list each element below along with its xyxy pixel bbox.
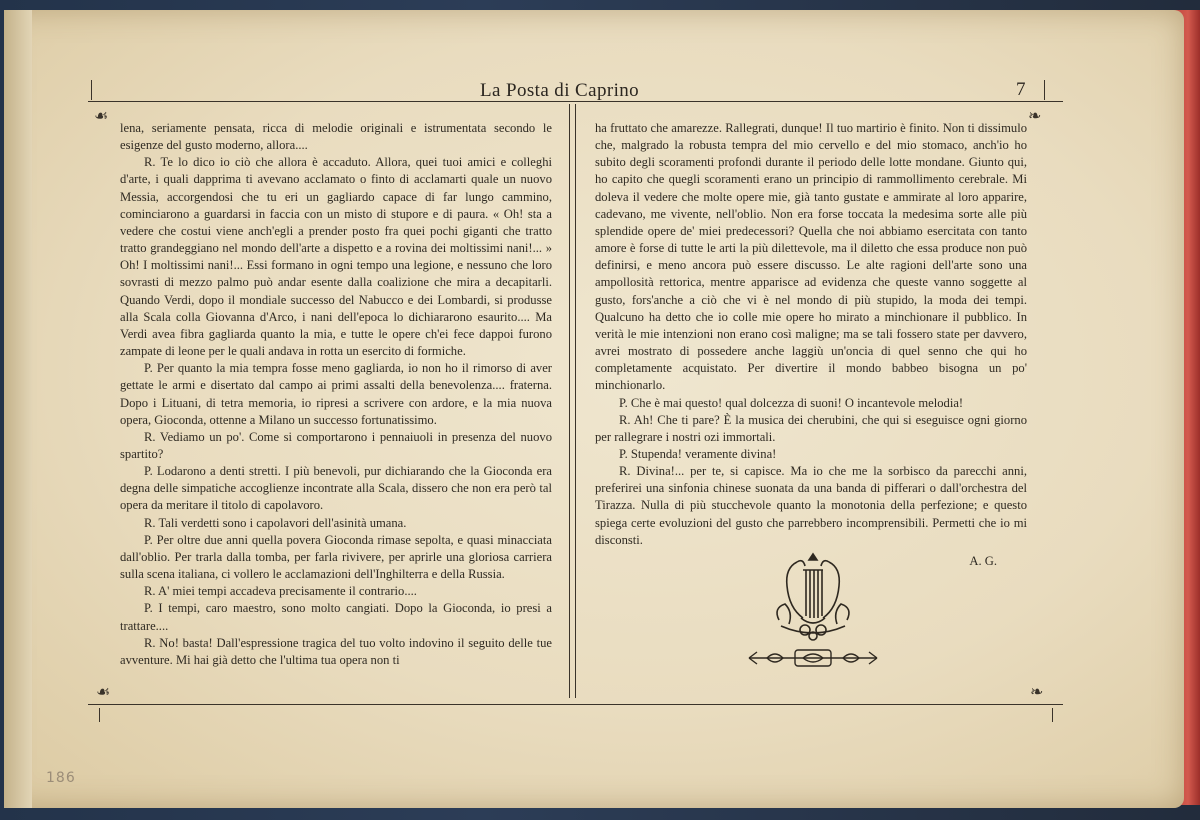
header-rule-left-tick xyxy=(91,80,92,100)
page-header-title: La Posta di Caprino xyxy=(480,80,640,101)
paragraph: R. A' miei tempi accadeva precisamente il contrario.... xyxy=(144,584,417,599)
paragraph: P. Che è mai questo! qual dolcezza di suoni! O incantevole melodia! xyxy=(619,395,964,410)
paragraph: R. Tali verdetti sono i capolavori dell'asinità umana. xyxy=(144,515,407,530)
corner-ornament-icon: ☙ xyxy=(96,684,111,701)
paragraph: P. Per oltre due anni quella povera Gioconda rimase sepolta, e quasi minacciata dall'oblio. Per trarla dalla tomba, per farla rivivere, per aprirle una gloriosa carriera sulla scena italiana, ci vollero le acclamazioni dell'Inghilterra e della Russia. xyxy=(120,532,552,582)
paragraph: R. Divina!... per te, si capisce. Ma io che me la sorbisco da parecchi anni, preferirei una sinfonia chinese suonata da una banda di pifferari o dall'orchestra del Tirazza. Nulla di più stucchevole quanto la monotonia della perfezione; e questo spiega certe evoluzioni del gusto che parrebbero incomprensibili. Permetti che io mi disconsti. xyxy=(595,464,1027,547)
column-divider-a xyxy=(569,104,570,698)
paragraph: R. Ah! Che ti pare? È la musica dei cherubini, che qui si eseguisce ogni giorno per rallegrare i nostri ozi immortali. xyxy=(595,412,1027,444)
bottom-left-tick xyxy=(99,708,100,722)
page-gutter-shadow xyxy=(4,10,32,808)
paragraph: P. Per quanto la mia tempra fosse meno gagliarda, io non ho il rimorso di aver gettate le armi e disertato dal campo ai primi assalti della benevolenza.... fraterna. Dopo i Lituani, di tetra memoria, io ripresi a scrivere con ardore, e la mia nuova opera, Gioconda, ottenne a Milano un successo fortunatissimo. xyxy=(120,361,552,427)
left-text-column xyxy=(120,120,552,669)
paragraph: P. I tempi, caro maestro, sono molto cangiati. Dopo la Gioconda, io presi a trattare.... xyxy=(120,601,552,633)
right-text-column xyxy=(595,120,1027,570)
bottom-rule xyxy=(88,704,1063,705)
paragraph: R. Te lo dico io ciò che allora è accaduto. Allora, quei tuoi amici e colleghi d'arte, i quali dapprima ti avevano acclamato o finto di acclamarti quale un nuovo Messia, accorgendosi che tu eri un gagliardo capace di far lungo cammino, cominciarono a guardarsi in faccia con un misto di stupore e di paura. « Oh! sta a vedere che costui viene anch'egli a prender posto fra quei pochi giganti che tratto tratto grandeggiano nel mondo dell'arte a dispetto e a rovina dei moltissimi nani!... » Oh! I moltissimi nani!... Essi formano in ogni tempo una legione, e nessuno che loro sovrasti di mezzo palmo può andar esente dalla coalizione che mira a decapitarli. Quando Verdi, dopo il mondiale successo del Nabucco e dei Lombardi, si produsse alla Scala colla Giovanna d'Arco, i nani dell'epoca lo dichiararono esaurito.... Ma Verdi avea fibra gagliarda quanto la mia, e tutte le opere ch'ei fece dappoi furono zampate di leone per le quali andava in rotta un esercito di formiche. xyxy=(120,155,552,359)
pencil-annotation: 186 xyxy=(46,770,76,786)
paragraph: R. No! basta! Dall'espressione tragica del tuo volto indovino il seguito delle tue avventure. Mi hai già detto che l'ultima tua opera non ti xyxy=(120,635,552,667)
top-rule xyxy=(88,101,1063,102)
paragraph: P. Stupenda! veramente divina! xyxy=(619,446,777,461)
bottom-right-tick xyxy=(1052,708,1053,722)
paragraph: P. Lodarono a denti stretti. I più benevoli, pur dichiarando che la Gioconda era degna delle simpatiche accoglienze incontrate alla Scala, dissero che non era però tal opera da meritare il titolo di capolavoro. xyxy=(120,464,552,513)
header-rule-right-tick xyxy=(1044,80,1045,100)
corner-ornament-icon: ❧ xyxy=(1030,684,1044,701)
paragraph: ha fruttato che amarezze. Rallegrati, dunque! Il tuo martirio è finito. Non ti dissimulo che, malgrado la robusta tempra del mio cervello e del mio stomaco, anch'io ho subito degli scoramenti profondi durante il periodo delle lotte mondane. Giunto qui, ho capito che quegli scoramenti erano un principio di rammollimento cerebrale. Mi doleva il vedere che molte opere mie, già tanto gustate e ammirate al loro apparire, cadevano, me vivente, nell'oblio. Non era forse toccata la medesima sorte alle più splendide opere de' miei predecessori? Quella che noi abbiamo esercitata con tanto amore è forse di tutte le arti la più dilettevole, ma il diletto che essa produce non può definirsi, e meno ancora può essere discusso. Le alte ragioni dell'arte sono una ampollosità rettorica, mentre apparisce ad evidenza che queste vanno soggette al gusto, fors'anche a ciò che vi è nel mondo di più stupido, la moda dei tempi. Qualcuno ha detto che io colle mie opere ho mirato a minchionare il pubblico. In verità le mie intenzioni non erano così maligne; ma se tali fossero state per davvero, avrei mostrato di possedere anche laggiù un'oncia di quel senno che qui ho completamente acquistato. Per divertire il mondo babbeo bisogna un po' minchionarlo. xyxy=(595,121,1027,393)
signature: A. G. xyxy=(969,553,997,568)
paragraph: lena, seriamente pensata, ricca di melodie originali e istrumentata secondo le esigenze del gusto moderno, allora.... xyxy=(120,121,552,153)
corner-ornament-icon: ❧ xyxy=(1028,108,1042,125)
corner-ornament-icon: ☙ xyxy=(94,108,109,125)
page-number: 7 xyxy=(1016,79,1026,100)
lyre-ornament-icon xyxy=(745,546,881,678)
paragraph: R. Vediamo un po'. Come si comportarono i pennaiuoli in presenza del nuovo spartito? xyxy=(120,429,552,461)
column-divider-b xyxy=(575,104,576,698)
